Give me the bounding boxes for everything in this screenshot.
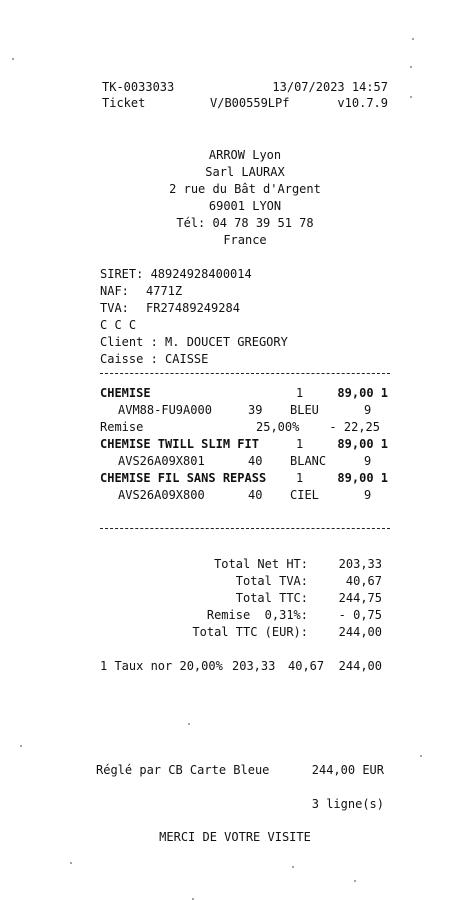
total-ttc-eur: 244,00 xyxy=(338,625,382,639)
store-name: ARROW Lyon xyxy=(208,148,282,162)
item-size: 40 xyxy=(248,454,263,468)
item-name: CHEMISE xyxy=(100,386,151,400)
item-code: 9 xyxy=(364,403,372,417)
total-remise-label: Remise 0,31%: xyxy=(206,608,308,622)
item-qty: 1 xyxy=(296,386,304,400)
store-country: France xyxy=(223,233,267,247)
item-qty: 1 xyxy=(296,471,304,485)
ticket-ref: V/B00559LPf xyxy=(210,96,290,110)
tax-rate-label: 1 Taux nor 20,00% xyxy=(100,659,223,673)
total-net-ht: 203,33 xyxy=(338,557,382,571)
payment-method: Réglé par CB Carte Bleue xyxy=(96,763,270,777)
item-ref: AVS26A09X801 xyxy=(118,454,205,468)
ticket-label: Ticket xyxy=(102,96,146,110)
siret: SIRET: 48924928400014 xyxy=(100,267,252,281)
item-price: 89,00 1 xyxy=(337,437,388,451)
item-remise-amount: - 22,25 xyxy=(329,420,380,434)
tax-tva: 40,67 xyxy=(288,659,325,673)
item-name: CHEMISE FIL SANS REPASS xyxy=(100,471,267,485)
total-tva: 40,67 xyxy=(345,574,382,588)
total-net-ht-label: Total Net HT: xyxy=(214,557,308,571)
item-code: 9 xyxy=(364,454,372,468)
ticket-id: TK-0033033 xyxy=(102,80,175,94)
item-size: 40 xyxy=(248,488,263,502)
scan-speck xyxy=(410,96,412,98)
thank-you-message: MERCI DE VOTRE VISITE xyxy=(159,830,311,844)
scan-speck xyxy=(70,862,72,864)
item-ref: AVM88-FU9A000 xyxy=(118,403,212,417)
total-ttc: 244,75 xyxy=(338,591,382,605)
scan-speck xyxy=(292,866,294,868)
item-name: CHEMISE TWILL SLIM FIT xyxy=(100,437,259,451)
tax-ttc: 244,00 xyxy=(338,659,382,673)
tva-label: TVA: xyxy=(100,301,129,315)
total-ttc-label: Total TTC: xyxy=(235,591,308,605)
tax-ht: 203,33 xyxy=(232,659,276,673)
store-street: 2 rue du Bât d'Argent xyxy=(169,182,321,196)
store-city: 69001 LYON xyxy=(208,199,282,213)
total-remise: - 0,75 xyxy=(338,608,382,622)
total-ttc-eur-label: Total TTC (EUR): xyxy=(192,625,308,639)
item-qty: 1 xyxy=(296,437,304,451)
line-count: 3 ligne(s) xyxy=(311,797,384,811)
scan-speck xyxy=(354,880,356,882)
scan-speck xyxy=(20,745,22,747)
payment-amount: 244,00 EUR xyxy=(311,763,384,777)
tva-value: FR27489249284 xyxy=(146,301,240,315)
item-ref: AVS26A09X800 xyxy=(118,488,205,502)
item-price: 89,00 1 xyxy=(337,386,388,400)
item-color: BLANC xyxy=(290,454,327,468)
scan-speck xyxy=(12,58,14,60)
scan-speck xyxy=(420,755,422,757)
store-company: Sarl LAURAX xyxy=(205,165,285,179)
item-color: CIEL xyxy=(290,488,319,502)
caisse: Caisse : CAISSE xyxy=(100,352,209,366)
item-remise-label: Remise xyxy=(100,420,144,434)
item-price: 89,00 1 xyxy=(337,471,388,485)
ticket-datetime: 13/07/2023 14:57 xyxy=(272,80,388,94)
total-tva-label: Total TVA: xyxy=(235,574,308,588)
item-color: BLEU xyxy=(290,403,319,417)
naf-value: 4771Z xyxy=(146,284,183,298)
ccc: C C C xyxy=(100,318,137,332)
item-size: 39 xyxy=(248,403,263,417)
item-remise-pct: 25,00% xyxy=(256,420,300,434)
divider xyxy=(100,528,390,529)
divider xyxy=(100,373,390,374)
software-version: v10.7.9 xyxy=(337,96,388,110)
client: Client : M. DOUCET GREGORY xyxy=(100,335,288,349)
scan-speck xyxy=(410,66,412,68)
scan-speck xyxy=(188,723,190,725)
store-phone: Tél: 04 78 39 51 78 xyxy=(176,216,314,230)
item-code: 9 xyxy=(364,488,372,502)
scan-speck xyxy=(412,38,414,40)
naf-label: NAF: xyxy=(100,284,129,298)
